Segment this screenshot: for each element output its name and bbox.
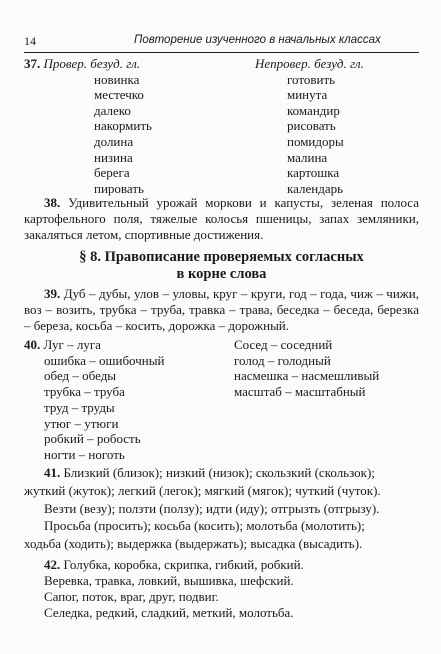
- word-pair: обед – обеды: [44, 368, 117, 384]
- word-pair: ногти – ноготь: [44, 446, 125, 462]
- word-item: берега: [94, 165, 130, 181]
- page-number: 14: [24, 34, 36, 48]
- word-item: командир: [287, 102, 340, 118]
- word-pair: Сосед – соседний: [234, 337, 333, 352]
- word-pair: 40. Луг – луга: [24, 337, 101, 352]
- word-item: пировать: [94, 180, 144, 196]
- exercise-41: [24, 464, 419, 553]
- running-title: Повторение изученного в начальных классах: [134, 34, 381, 46]
- word-item: календарь: [287, 180, 344, 196]
- word-item: низина: [94, 149, 133, 165]
- word-pair: насмешка – насмешливый: [234, 368, 380, 384]
- exercise-number: 37.: [24, 56, 41, 71]
- word-item: рисовать: [287, 118, 336, 134]
- word-pair: утюг – утюги: [44, 415, 119, 431]
- exercise-number: 40.: [24, 337, 44, 352]
- exercise-line: Просьба (просить); косьба (косить); молотьба (молотить);: [44, 518, 365, 534]
- word-pair: трубка – труба: [44, 384, 125, 400]
- exercise-line: ходьба (ходить); выдержка (выдержать); высадка (высадить).: [24, 536, 363, 552]
- word-item: далеко: [94, 102, 131, 118]
- word-item: накормить: [94, 118, 152, 134]
- word-item: местечко: [94, 87, 144, 103]
- word-item: помидоры: [287, 133, 344, 149]
- word-item: новинка: [94, 71, 140, 87]
- exercise-number: 38.: [44, 195, 61, 210]
- exercise-line: 41. Близкий (близок); низкий (низок); скользкий (скользок);: [44, 465, 375, 480]
- word-pair: робкий – робость: [44, 431, 141, 447]
- exercise-number: 41.: [44, 465, 64, 480]
- unchecked-vowels-column: [229, 56, 419, 196]
- exercise-line: 42. Голубка, коробка, скрипка, гибкий, робкий.: [44, 557, 304, 572]
- section-title-line-2: в корне слова: [176, 266, 267, 282]
- exercise-38: [24, 195, 419, 242]
- word-item: готовить: [287, 71, 336, 87]
- word-pair: труд – труды: [44, 399, 115, 415]
- exercise-42: [24, 557, 419, 621]
- exercise-40-right-column: [234, 337, 419, 400]
- word-pair: голод – голодный: [234, 352, 331, 368]
- section-heading: [24, 249, 419, 283]
- exercise-40-left-column: [24, 337, 224, 463]
- exercise-line: Сапог, поток, враг, друг, подвиг.: [44, 589, 219, 604]
- exercise-text: Дуб – дубы, улов – уловы, круг – круги, год – года, чиж – чижи, воз – возить, трубка – труба, травка – трава, беседка – беседа, березка – береза, косьба – косить, дорожка – дорожный.: [24, 286, 419, 333]
- exercise-line: Селедка, редкий, сладкий, меткий, молотьба.: [44, 605, 294, 620]
- word-pair: ошибка – ошибочный: [44, 352, 165, 368]
- word-item: долина: [94, 133, 134, 149]
- word-list: [229, 72, 419, 197]
- word-item: минута: [287, 87, 328, 103]
- exercise-line: Везти (везу); ползти (ползу); идти (иду); отгрызть (отгрызу).: [44, 500, 380, 516]
- exercise-number: 39.: [44, 286, 61, 301]
- column-heading: Непровер. безуд. гл.: [255, 56, 364, 71]
- word-list: [24, 72, 214, 197]
- exercise-39: [24, 286, 419, 333]
- exercise-line: Веревка, травка, ловкий, вышивка, шефский.: [44, 573, 294, 588]
- word-item: малина: [287, 149, 328, 165]
- exercise-line: жуткий (жуток); легкий (легок); мягкий (мягок); чуткий (чуток).: [24, 482, 381, 498]
- checked-vowels-column: [24, 56, 214, 196]
- column-heading: Провер. безуд. гл.: [43, 56, 141, 71]
- running-header: [24, 34, 419, 53]
- exercise-text: Удивительный урожай моркови и капусты, зеленая полоса картофельного поля, тяжелые колосья пшеницы, запах земляники, закаляться летом, спортивные достижения.: [24, 195, 419, 242]
- word-pair: масштаб – масштабный: [234, 384, 366, 400]
- exercise-number: 42.: [44, 557, 64, 572]
- section-title-line-1: § 8. Правописание проверяемых согласных: [79, 249, 364, 265]
- word-item: картошка: [287, 165, 340, 181]
